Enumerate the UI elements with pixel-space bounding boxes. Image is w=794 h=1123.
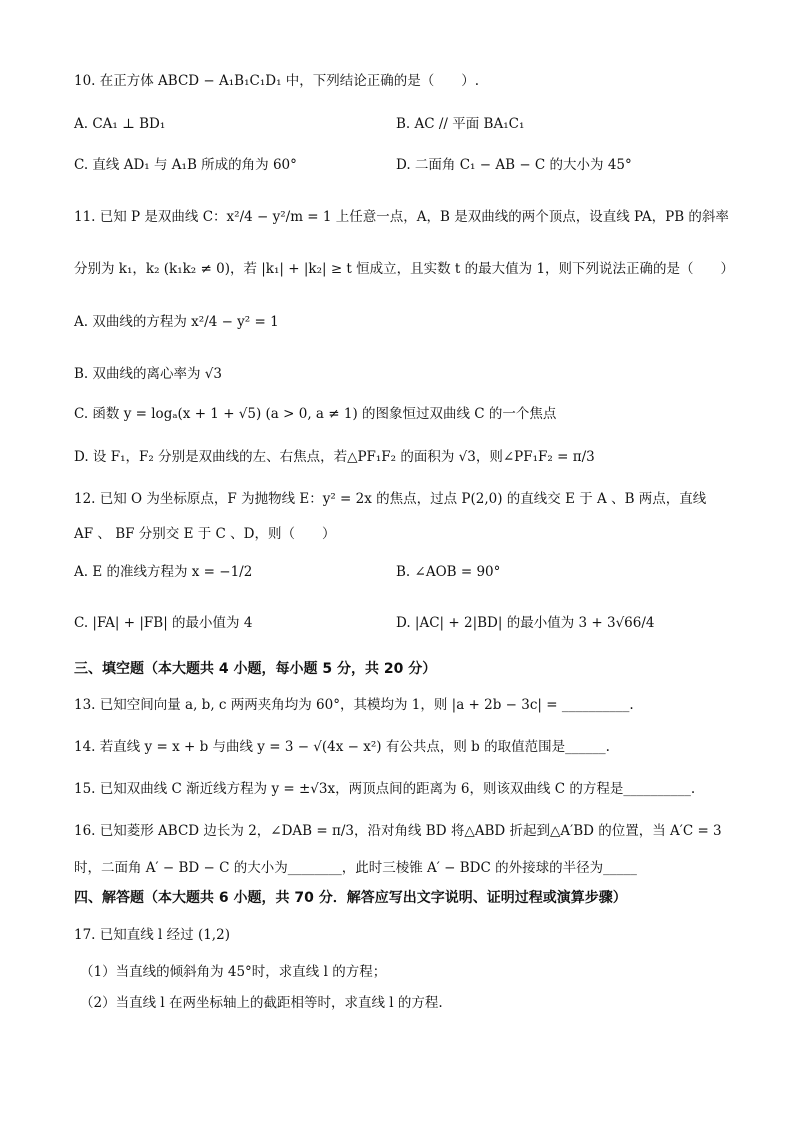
q16: 16. 已知菱形 ABCD 边长为 2，∠DAB = π/3，沿对角线 BD 将△ABD 折起到△A′BD 的位置，当 A′C = 3 xyxy=(74,823,722,839)
q11-option-a: A. 双曲线的方程为 x²/4 − y² = 1 xyxy=(74,314,279,330)
section-3-heading: 三、填空题（本大题共 4 小题，每小题 5 分，共 20 分） xyxy=(74,661,437,677)
q10-option-b: B. AC // 平面 BA₁C₁ xyxy=(396,116,525,132)
q17-part-1: （1）当直线的倾斜角为 45°时，求直线 l 的方程； xyxy=(80,964,387,980)
q10-stem: 10. 在正方体 ABCD − A₁B₁C₁D₁ 中，下列结论正确的是（ ）. xyxy=(74,73,480,89)
q13: 13. 已知空间向量 a, b, c 两两夹角均为 60°，其模均为 1，则 |a + 2b − 3c| = __________. xyxy=(74,697,634,713)
q11-option-d: D. 设 F₁，F₂ 分别是双曲线的左、右焦点，若△PF₁F₂ 的面积为 √3，则∠PF₁F₂ = π/3 xyxy=(74,449,595,465)
q12-option-d: D. |AC| + 2|BD| 的最小值为 3 + 3√66/4 xyxy=(396,615,655,631)
q12-stem-continued: AF 、 BF 分别交 E 于 C 、D，则（ ） xyxy=(74,526,336,542)
q11-stem-continued: 分别为 k₁，k₂ (k₁k₂ ≠ 0)，若 |k₁| + |k₂| ≥ t 恒成立，且实数 t 的最大值为 1，则下列说法正确的是（ ） xyxy=(74,261,735,277)
q10-option-c: C. 直线 AD₁ 与 A₁B 所成的角为 60° xyxy=(74,157,297,173)
q12-option-b: B. ∠AOB = 90° xyxy=(396,564,501,580)
q11-stem: 11. 已知 P 是双曲线 C：x²/4 − y²/m = 1 上任意一点，A，B 是双曲线的两个顶点，设直线 PA，PB 的斜率 xyxy=(74,209,729,225)
q11-option-c: C. 函数 y = logₐ(x + 1 + √5) (a > 0, a ≠ 1) 的图象恒过双曲线 C 的一个焦点 xyxy=(74,406,557,422)
q12-option-a: A. E 的准线方程为 x = −1/2 xyxy=(74,564,253,580)
q12-option-c: C. |FA| + |FB| 的最小值为 4 xyxy=(74,615,253,631)
q15: 15. 已知双曲线 C 渐近线方程为 y = ±√3x，两顶点间的距离为 6，则该双曲线 C 的方程是__________. xyxy=(74,781,696,797)
q11-option-b: B. 双曲线的离心率为 √3 xyxy=(74,366,222,382)
q16-continued: 时，二面角 A′ − BD − C 的大小为________，此时三棱锥 A′ − BDC 的外接球的半径为_____ xyxy=(74,860,637,876)
q10-option-d: D. 二面角 C₁ − AB − C 的大小为 45° xyxy=(396,157,632,173)
q12-stem: 12. 已知 O 为坐标原点，F 为抛物线 E：y² = 2x 的焦点，过点 P(2,0) 的直线交 E 于 A 、B 两点，直线 xyxy=(74,491,707,507)
q14: 14. 若直线 y = x + b 与曲线 y = 3 − √(4x − x²) 有公共点，则 b 的取值范围是______. xyxy=(74,739,610,755)
q17-stem: 17. 已知直线 l 经过 (1,2) xyxy=(74,927,230,943)
q10-option-a: A. CA₁ ⊥ BD₁ xyxy=(74,116,166,132)
q17-part-2: （2）当直线 l 在两坐标轴上的截距相等时，求直线 l 的方程. xyxy=(80,995,443,1011)
section-4-heading: 四、解答题（本大题共 6 小题，共 70 分．解答应写出文字说明、证明过程或演算步骤） xyxy=(74,890,627,906)
